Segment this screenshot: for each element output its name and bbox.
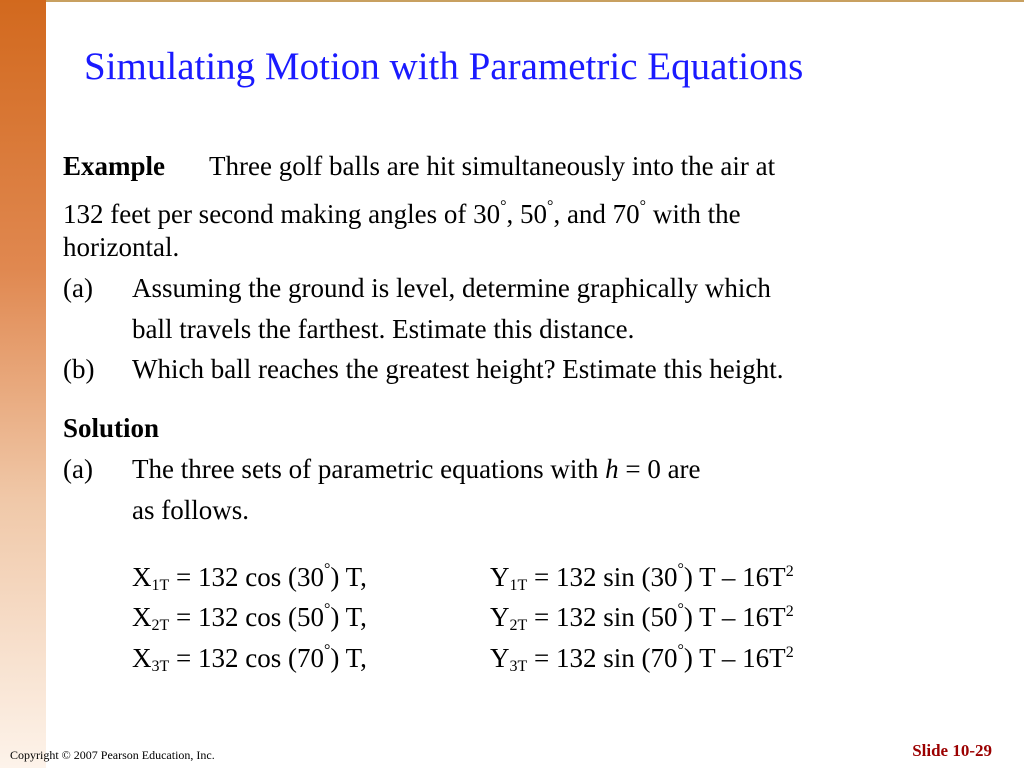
equation-y-3: $Y_{3T} = 132$ sin (70°) T – $16T^2$ xyxy=(490,642,794,675)
part-b-label: (b) xyxy=(63,354,95,384)
solution-a-line-2: as follows. xyxy=(132,495,249,525)
slide-number: Slide 10-29 xyxy=(912,741,992,760)
copyright: Copyright © 2007 Pearson Education, Inc. xyxy=(10,748,215,762)
slide-title: Simulating Motion with Parametric Equations xyxy=(84,45,804,88)
solution-a-line-1: The three sets of parametric equations with h = 0 are xyxy=(132,454,701,484)
solution-a-label: (a) xyxy=(63,454,93,484)
part-a-line-1: Assuming the ground is level, determine graphically which xyxy=(132,273,771,303)
equation-x-1: $X_{1T} = 132$ cos (30°) T, xyxy=(132,561,367,594)
left-accent-bar xyxy=(0,0,46,768)
example-label: Example xyxy=(63,151,166,181)
top-rule xyxy=(46,0,1024,2)
example-text-1: Three golf balls are hit simultaneously into the air at xyxy=(209,151,776,181)
equation-y-2: $Y_{2T} = 132$ sin (50°) T – $16T^2$ xyxy=(490,601,794,634)
equation-x-2: $X_{2T} = 132$ cos (50°) T, xyxy=(132,601,367,634)
example-line-3: horizontal. xyxy=(63,232,180,262)
example-line-2: 132 feet per second making angles of 30°, 50°, and 70° with the xyxy=(63,198,741,229)
part-a-line-2: ball travels the farthest. Estimate this distance. xyxy=(132,314,635,344)
equation-x-3: $X_{3T} = 132$ cos (70°) T, xyxy=(132,642,367,675)
solution-label: Solution xyxy=(63,413,160,443)
part-a-label: (a) xyxy=(63,273,93,303)
part-b-line-1: Which ball reaches the greatest height? Estimate this height. xyxy=(132,354,784,384)
example-line-1 xyxy=(63,146,775,186)
equation-y-1: $Y_{1T} = 132$ sin (30°) T – $16T^2$ xyxy=(490,561,794,594)
